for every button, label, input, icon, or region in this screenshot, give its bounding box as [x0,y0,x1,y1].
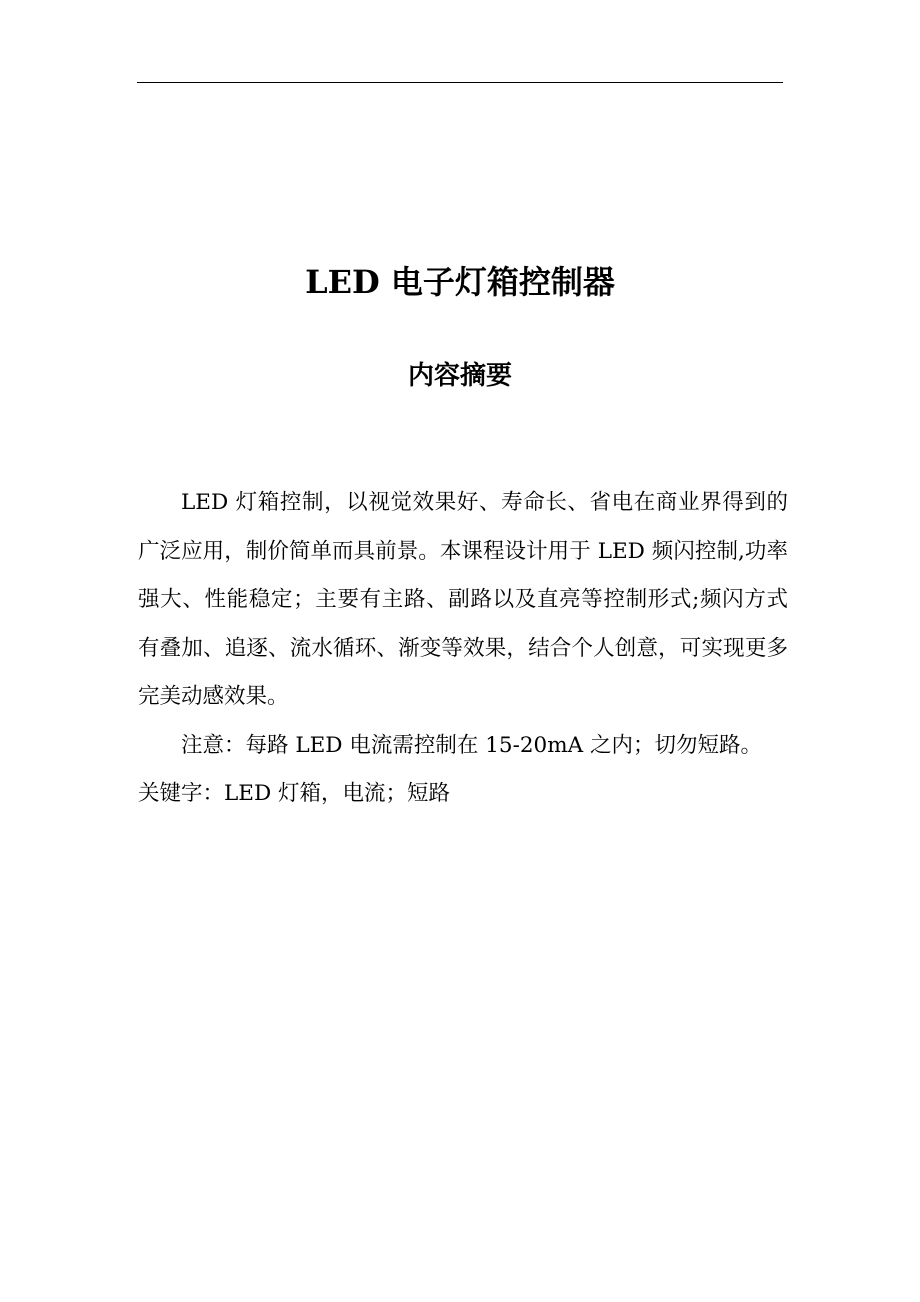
note-paragraph: 注意：每路 LED 电流需控制在 15-20mA 之内；切勿短路。 [181,732,762,758]
abstract-body [138,479,788,819]
header-rule [137,82,783,83]
document-title: LED 电子灯箱控制器 [305,263,615,301]
abstract-paragraph: LED 灯箱控制，以视觉效果好、寿命长、省电在商业界得到的广泛应用，制价简单而具前景。本课程设计用于 LED 频闪控制,功率强大、性能稳定；主要有主路、副路以及直亮等控制形式;频闪方式有叠加、追逐、流水循环、渐变等效果，结合个人创意，可实现更多完美动感效果。 [138,490,788,709]
keywords-line: 关键字：LED 灯箱，电流；短路 [138,781,451,806]
abstract-heading: 内容摘要 [407,361,512,391]
